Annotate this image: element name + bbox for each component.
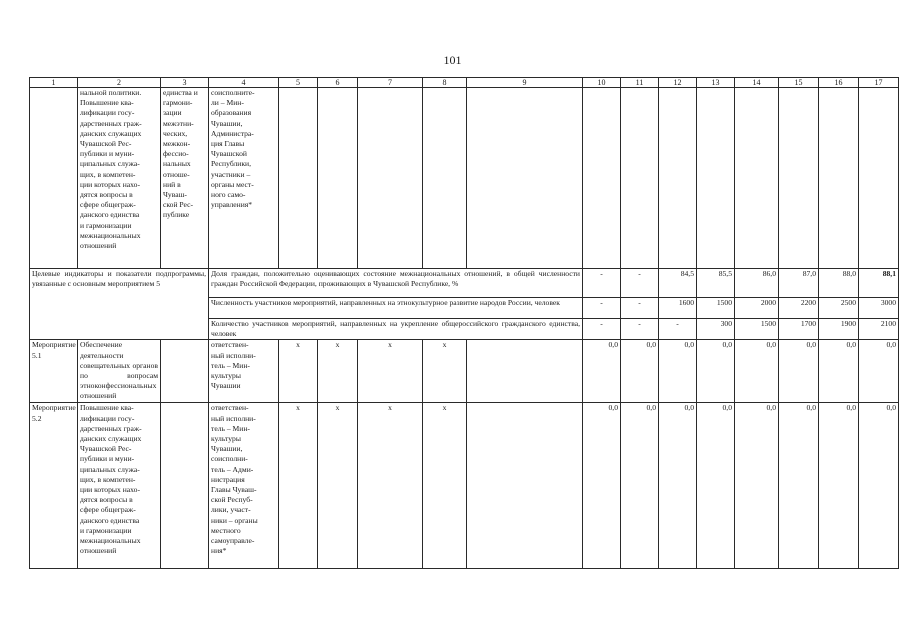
column-header: 16 [819, 78, 859, 88]
measure-row [30, 340, 899, 403]
indicator-value: 88,1 [859, 269, 899, 298]
measure-description: Повышение ква- лификации госу- дарственных граж- данских служащих Чувашской Рес- публики и муни- ципальных служа- щих, в компетен- ции которых нахо- дятся вопросы в сфере общеграж- данского единства и гармонизации межнациональных отношений [78, 403, 161, 569]
measure-value: 0,0 [697, 340, 735, 403]
indicator-value: 2000 [735, 298, 779, 319]
indicator-value: 84,5 [659, 269, 697, 298]
indicator-value: 1900 [819, 319, 859, 340]
measure-description: Обеспечение деятельности совещательных органов по вопросам этноконфессиональных отношений [78, 340, 161, 403]
measure-mark: x [423, 340, 467, 403]
column-header: 5 [279, 78, 318, 88]
measure-mark: x [279, 403, 318, 569]
measure-value: 0,0 [859, 403, 899, 569]
measure-mark: x [279, 340, 318, 403]
measure-responsible: ответствен- ный исполни- тель – Мин- культуры Чувашии [209, 340, 279, 403]
continuation-executors: соисполните- ли – Мин- образования Чувашии, Администра- ция Главы Чувашской Республики, участники – органы мест- ного само- управления* [209, 88, 279, 269]
column-header: 15 [779, 78, 819, 88]
indicator-value: 1500 [697, 298, 735, 319]
column-header: 17 [859, 78, 899, 88]
measure-value: 0,0 [779, 403, 819, 569]
measure-mark: x [358, 403, 423, 569]
indicator-value: 2200 [779, 298, 819, 319]
column-header: 11 [621, 78, 659, 88]
indicator-value: 87,0 [779, 269, 819, 298]
indicator-text: Численность участников мероприятий, направленных на этнокультурное развитие народов России, человек [209, 298, 583, 319]
empty-cell [161, 403, 209, 569]
measure-value: 0,0 [583, 403, 621, 569]
indicator-value: - [659, 319, 697, 340]
continuation-row [30, 88, 899, 269]
indicators-label: Целевые индикаторы и показатели подпрограммы, увязанные с основным мероприятием 5 [30, 269, 209, 340]
column-header: 8 [423, 78, 467, 88]
indicator-value: - [621, 269, 659, 298]
empty-cell [467, 403, 583, 569]
measure-value: 0,0 [659, 403, 697, 569]
empty-cell [30, 88, 78, 269]
indicator-value: - [621, 298, 659, 319]
column-header: 1 [30, 78, 78, 88]
measure-responsible: ответствен- ный исполни- тель – Мин- культуры Чувашии, соисполни- тель – Адми- нистрация Главы Чуваш- ской Респуб- лики, участ- ники – органы местного самоуправле- ния* [209, 403, 279, 569]
column-header: 7 [358, 78, 423, 88]
measure-label: Мероприятие 5.1 [30, 340, 78, 403]
indicator-value: - [583, 319, 621, 340]
column-header: 14 [735, 78, 779, 88]
indicator-value: - [621, 319, 659, 340]
indicator-row [30, 269, 899, 298]
measure-value: 0,0 [859, 340, 899, 403]
indicator-text: Количество участников мероприятий, направленных на укрепление общероссийского гражданского единства, человек [209, 319, 583, 340]
measure-value: 0,0 [779, 340, 819, 403]
measure-value: 0,0 [697, 403, 735, 569]
measure-mark: x [318, 403, 358, 569]
measure-value: 0,0 [735, 340, 779, 403]
page-number: 101 [443, 53, 462, 67]
indicator-value: 1500 [735, 319, 779, 340]
column-header: 10 [583, 78, 621, 88]
column-number-row [30, 78, 899, 88]
measure-mark: x [318, 340, 358, 403]
indicator-value: - [583, 298, 621, 319]
measure-label: Мероприятие 5.2 [30, 403, 78, 569]
column-header: 4 [209, 78, 279, 88]
column-header: 9 [467, 78, 583, 88]
indicator-value: 1600 [659, 298, 697, 319]
indicator-value: 85,5 [697, 269, 735, 298]
column-header: 13 [697, 78, 735, 88]
indicator-value: 1700 [779, 319, 819, 340]
measure-value: 0,0 [583, 340, 621, 403]
empty-cell [467, 340, 583, 403]
measure-value: 0,0 [819, 340, 859, 403]
measure-mark: x [358, 340, 423, 403]
indicator-value: 2500 [819, 298, 859, 319]
program-table [29, 77, 899, 569]
indicator-value: 3000 [859, 298, 899, 319]
measure-value: 0,0 [819, 403, 859, 569]
measure-value: 0,0 [659, 340, 697, 403]
measure-mark: x [423, 403, 467, 569]
measure-value: 0,0 [621, 403, 659, 569]
indicator-value: - [583, 269, 621, 298]
indicator-value: 2100 [859, 319, 899, 340]
column-header: 2 [78, 78, 161, 88]
measure-value: 0,0 [621, 340, 659, 403]
continuation-goal: единства и гармони- зации межэтни- ческих, межкон- фессио- нальных отноше- ний в Чуваш- ской Рес- публике [161, 88, 209, 269]
indicator-value: 88,0 [819, 269, 859, 298]
indicator-value: 300 [697, 319, 735, 340]
measure-row [30, 403, 899, 569]
column-header: 3 [161, 78, 209, 88]
column-header: 12 [659, 78, 697, 88]
empty-cell [161, 340, 209, 403]
indicator-text: Доля граждан, положительно оценивающих состояние межнациональных отношений, в общей численности граждан Российской Федерации, проживающих в Чувашской Республике, % [209, 269, 583, 298]
column-header: 6 [318, 78, 358, 88]
continuation-description: нальной политики. Повышение ква- лификации госу- дарственных граж- данских служащих Чувашской Рес- публики и муни- ципальных служа- щих, в компетен- ции которых нахо- дятся вопросы в сфере общеграж- данского единства и гармонизации межнациональных отношений [78, 88, 161, 269]
indicator-value: 86,0 [735, 269, 779, 298]
measure-value: 0,0 [735, 403, 779, 569]
